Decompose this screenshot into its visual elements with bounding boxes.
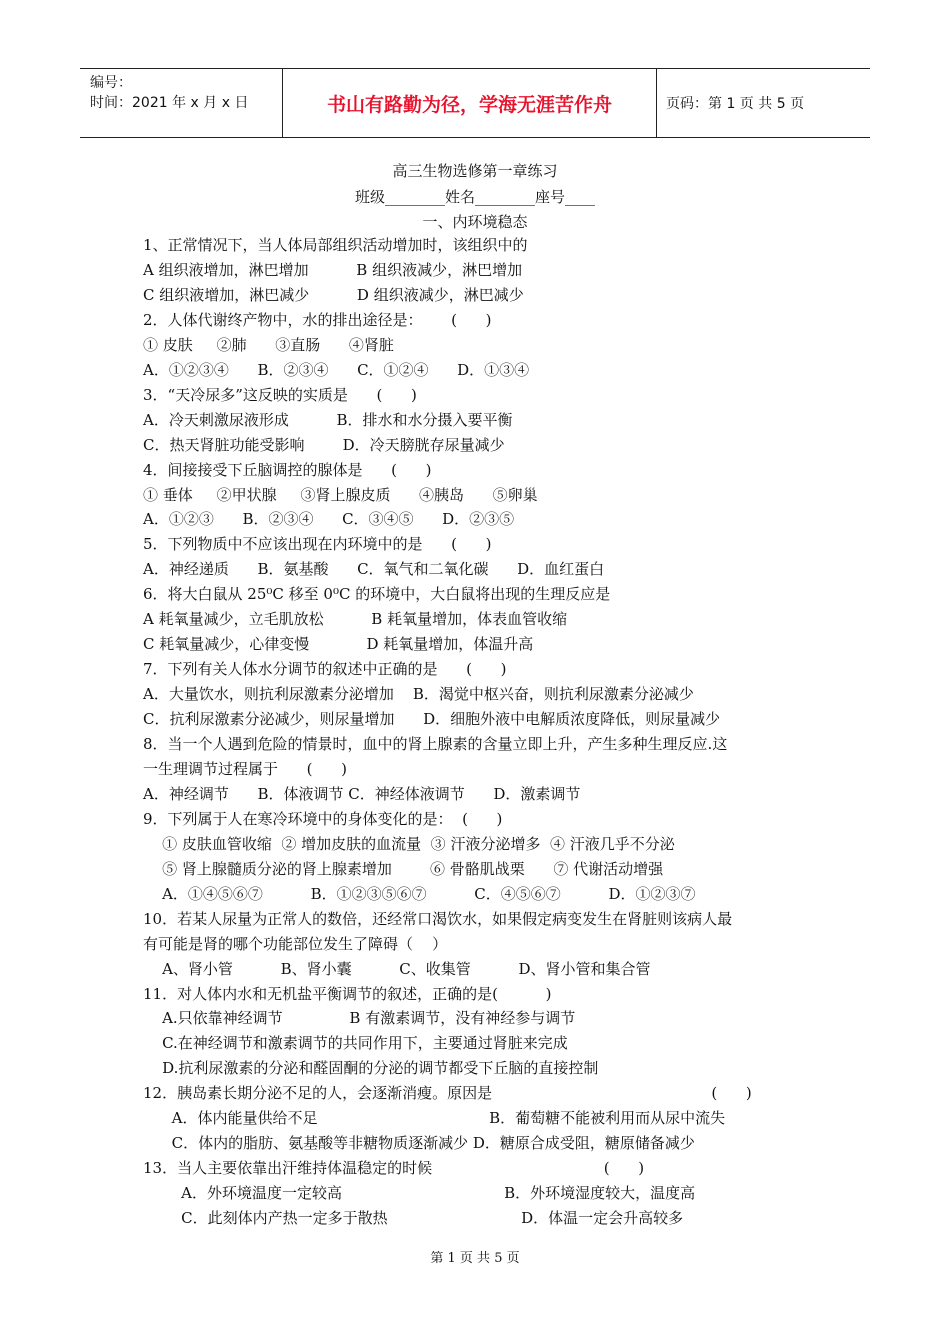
question-line: C．抗利尿激素分泌减少，则尿量增加 D．细胞外液中电解质浓度降低，则尿量减少 — [143, 710, 721, 729]
question-line: A．大量饮水，则抗利尿激素分泌增加 B．渴觉中枢兴奋，则抗利尿激素分泌减少 — [143, 685, 694, 704]
question-line: 10．若某人尿量为正常人的数倍，还经常口渴饮水，如果假定病变发生在肾脏则该病人最 — [143, 909, 733, 928]
question-line: A．①②③ B．②③④ C．③④⑤ D．②③⑤ — [143, 510, 515, 529]
question-line: D.抗利尿激素的分泌和醛固酮的分泌的调节都受下丘脑的直接控制 — [143, 1059, 599, 1078]
question-line: A.只依靠神经调节 B 有激素调节，没有神经参与调节 — [143, 1009, 576, 1028]
question-line: 6．将大白鼠从 25⁰C 移至 0⁰C 的环境中，大白鼠将出现的生理反应是 — [143, 585, 611, 604]
question-line: 12．胰岛素长期分泌不足的人，会逐渐消瘦。原因是 ( ) — [143, 1084, 752, 1103]
question-line: 11．对人体内水和无机盐平衡调节的叙述，正确的是( ) — [143, 984, 552, 1003]
page-number-label: 页码：第 1 页 共 5 页 — [666, 96, 805, 112]
header-motto: 书山有路勤为径，学海无涯苦作舟 — [326, 93, 612, 116]
question-line: A 组织液增加，淋巴增加 B 组织液减少，淋巴增加 — [143, 260, 523, 279]
question-line: 有可能是肾的哪个功能部位发生了障碍（ ） — [143, 934, 448, 953]
section-heading: 一、内环境稳态 — [422, 213, 528, 231]
question-line: A．冷天刺激尿液形成 B．排水和水分摄入要平衡 — [143, 410, 513, 429]
question-line: A．神经调节 B．体液调节 C．神经体液调节 D．激素调节 — [143, 784, 581, 803]
page-footer: 第 1 页 共 5 页 — [430, 1251, 520, 1266]
header-info — [90, 73, 282, 113]
question-line: A、肾小管 B、肾小囊 C、收集管 D、肾小管和集合管 — [143, 959, 651, 978]
question-line: A．体内能量供给不足 B．葡萄糖不能被利用而从尿中流失 — [143, 1109, 726, 1128]
question-line: C 组织液增加，淋巴减少 D 组织液减少，淋巴减少 — [143, 285, 524, 304]
question-line: C 耗氧量减少，心律变慢 D 耗氧量增加，体温升高 — [143, 635, 534, 654]
question-line: A．神经递质 B．氨基酸 C．氧气和二氧化碳 D．血红蛋白 — [143, 560, 605, 579]
header-table — [80, 68, 870, 138]
question-line: C.在神经调节和激素调节的共同作用下，主要通过肾脏来完成 — [143, 1034, 568, 1053]
document-title: 高三生物选修第一章练习 — [392, 162, 558, 180]
time-label: 时间：2021 年 x 月 x 日 — [90, 95, 249, 111]
question-line: ① 垂体 ②甲状腺 ③肾上腺皮质 ④胰岛 ⑤卵巢 — [143, 485, 538, 504]
question-line: ⑤ 肾上腺髓质分泌的肾上腺素增加 ⑥ 骨骼肌战栗 ⑦ 代谢活动增强 — [143, 859, 664, 878]
question-line: 7．下列有关人体水分调节的叙述中正确的是 ( ) — [143, 660, 507, 679]
question-line: 9．下列属于人在寒冷环境中的身体变化的是： ( ) — [143, 809, 503, 828]
question-line: 13．当人主要依靠出汗维持体温稳定的时候 ( ) — [143, 1159, 645, 1178]
question-line: 5．下列物质中不应该出现在内环境中的是 ( ) — [143, 535, 492, 554]
question-line: A．①②③④ B．②③④ C．①②④ D．①③④ — [143, 360, 530, 379]
question-line: ① 皮肤 ②肺 ③直肠 ④肾脏 — [143, 335, 394, 354]
question-line: 8．当一个人遇到危险的情景时，血中的肾上腺素的含量立即上升，产生多种生理反应.这 — [143, 735, 728, 753]
question-line: C．体内的脂肪、氨基酸等非糖物质逐渐减少 D．糖原合成受阻，糖原储备减少 — [143, 1134, 695, 1153]
header-divider — [656, 69, 657, 137]
question-line: ① 皮肤血管收缩 ② 增加皮肤的血流量 ③ 汗液分泌增多 ④ 汗液几乎不分泌 — [143, 834, 675, 853]
question-line: 1、正常情况下，当人体局部组织活动增加时，该组织中的 — [143, 236, 528, 254]
question-line: C．热天肾脏功能受影响 D．冷天膀胱存尿量减少 — [143, 435, 505, 454]
question-line: A．①④⑤⑥⑦ B．①②③⑤⑥⑦ C．④⑤⑥⑦ D．①②③⑦ — [143, 884, 696, 903]
question-line: A．外环境温度一定较高 B．外环境湿度较大，温度高 — [143, 1184, 696, 1203]
id-label: 编号： — [90, 75, 132, 91]
question-line: 4．间接接受下丘脑调控的腺体是 ( ) — [143, 460, 432, 479]
question-line: 2．人体代谢终产物中，水的排出途径是： ( ) — [143, 310, 492, 329]
question-line: A 耗氧量减少，立毛肌放松 B 耗氧量增加，体表血管收缩 — [143, 610, 568, 629]
question-line: 3．“天冷尿多”这反映的实质是 ( ) — [143, 385, 417, 404]
question-line: C．此刻体内产热一定多于散热 D．体温一定会升高较多 — [143, 1209, 684, 1228]
question-line: 一生理调节过程属于 ( ) — [143, 759, 347, 778]
class-info-line: 班级________姓名________座号____ — [354, 188, 595, 206]
